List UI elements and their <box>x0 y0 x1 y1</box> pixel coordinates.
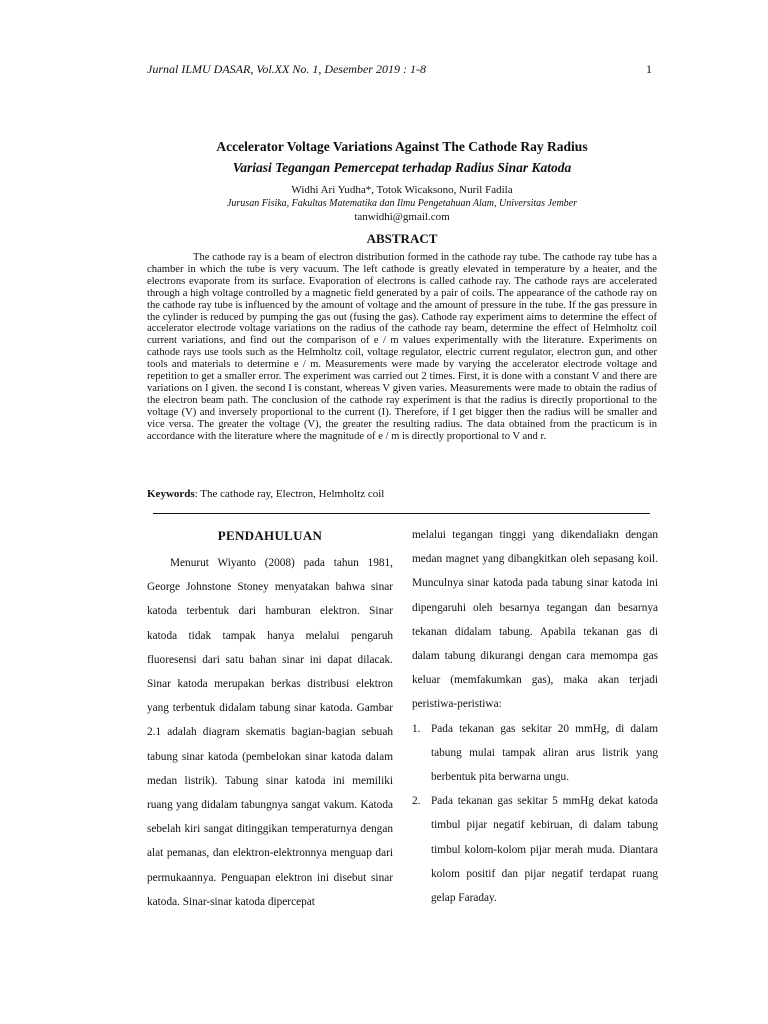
running-header: Jurnal ILMU DASAR, Vol.XX No. 1, Desember 2019 : 1-8 <box>147 62 426 76</box>
title-english: Accelerator Voltage Variations Against The Cathode Ray Radius <box>216 139 588 154</box>
left-column <box>147 523 393 914</box>
continued-paragraph: melalui tegangan tinggi yang dikendaliakn dengan medan magnet yang dibangkitkan oleh sepasang koil. Munculnya sinar katoda pada tabung sinar katoda ini dipengaruhi oleh besarnya tegangan dan besarnya tekanan didalam tabung. Apabila tekanan gas di dalam tabung dikurangi dengan cara memompa gas keluar (memfakumkan gas), maka akan terjadi peristiwa-peristiwa: <box>412 529 658 711</box>
abstract-body: The cathode ray is a beam of electron distribution formed in the cathode ray tube. The cathode ray tube has a chamber in which the tube is very vacuum. The left cathode is greatly elevated in temperature by a heater, and the electrons evaporate from its surface. Evaporation of electrons is called cathode ray. The cathode rays are accelerated through a high voltage controlled by a magnetic field generated by a pair of coils. The appearance of the cathode ray on the cathode ray tube is influenced by the amount of voltage and the amount of pressure in the tube. If the gas pressure in the cylinder is reduced by pumping the gas out (fusing the gas). Cathode ray experiment aims to determine the effect of accelerator electrode voltage variations on the radius of the cathode ray beam, determine the effect of Helmholtz coil current variations, and find out the comparison of e / m values experimentally with the literature. Experiments on cathode rays use tools such as the Helmholtz coil, voltage regulator, electric current regulator, electron gun, and other tools and materials to determine e / m. Measurements were made by varying the accelerator electrode voltage and repetition to get a smaller error. The experiment was carried out 2 times. First, it is done with a constant V and there are variations on I given. the second I is constant, whereas V given varies. Measurements were made to obtain the radius of the electron beam path. The conclusion of the cathode ray experiment is that the radius is directly proportional to the voltage (V) and inversely proportional to the current (I). Therefore, if I get bigger then the radius will be smaller and vice versa. The greater the voltage (V), the greater the resulting radius. The data obtained from the practicum is in accordance with the literature where the magnitude of e / m is directly proportional to V and r. <box>147 252 657 442</box>
intro-paragraph: Menurut Wiyanto (2008) pada tahun 1981, George Johnstone Stoney menyatakan bahwa sinar katoda terbentuk dari hamburan elektron. Sinar katoda tidak tampak hanya melalui pengaruh fluoresensi dari satu bahan sinar ini dapat dilacak. Sinar katoda merupakan berkas distribusi elektron yang terbentuk didalam tabung sinar katoda. Gambar 2.1 adalah diagram skematis bagian-bagian sebuah tabung sinar katoda (pembelokan sinar katoda dalam medan listrik). Tabung sinar katoda ini memiliki ruang yang didalam tabungnya sangat vakum. Katoda sebelah kiri sangat ditinggikan temperaturnya dengan alat pemanas, dan elektron-elektronnya menguap dari permukaannya. Penguapan elektron ini disebut sinar katoda. Sinar-sinar katoda dipercepat <box>147 557 393 908</box>
keywords <box>147 488 657 500</box>
list-text: Pada tekanan gas sekitar 5 mmHg dekat katoda timbul pijar negatif kebiruan, di dalam tabung timbul kolom-kolom pijar merah muda. Diantara kolom positif dan pijar negatif terdapat ruang gelap Faraday. <box>431 795 658 905</box>
list-text: Pada tekanan gas sekitar 20 mmHg, di dalam tabung mulai tampak aliran arus listrik yang berbentuk pita berwarna ungu. <box>431 722 658 784</box>
affiliation: Jurusan Fisika, Fakultas Matematika dan Ilmu Pengetahuan Alam, Universitas Jember <box>226 198 578 209</box>
keywords-list: : The cathode ray, Electron, Helmholtz coil <box>194 488 385 500</box>
phenomena-list <box>412 717 658 911</box>
list-item <box>412 717 658 790</box>
title-block <box>147 138 657 224</box>
section-heading: PENDAHULUAN <box>217 528 323 543</box>
section-divider <box>153 513 650 514</box>
list-number: 1. <box>412 722 421 735</box>
page-number: 1 <box>646 62 652 76</box>
title-indonesian: Variasi Tegangan Pemercepat terhadap Radius Sinar Katoda <box>232 160 572 175</box>
abstract-heading: ABSTRACT <box>366 231 438 246</box>
authors: Widhi Ari Yudha*, Totok Wicaksono, Nuril Fadila <box>291 184 513 196</box>
list-item <box>412 789 658 910</box>
author-email: tanwidhi@gmail.com <box>354 211 450 223</box>
right-column <box>412 523 658 910</box>
list-number: 2. <box>412 795 421 808</box>
keywords-label: Keywords <box>147 488 195 500</box>
